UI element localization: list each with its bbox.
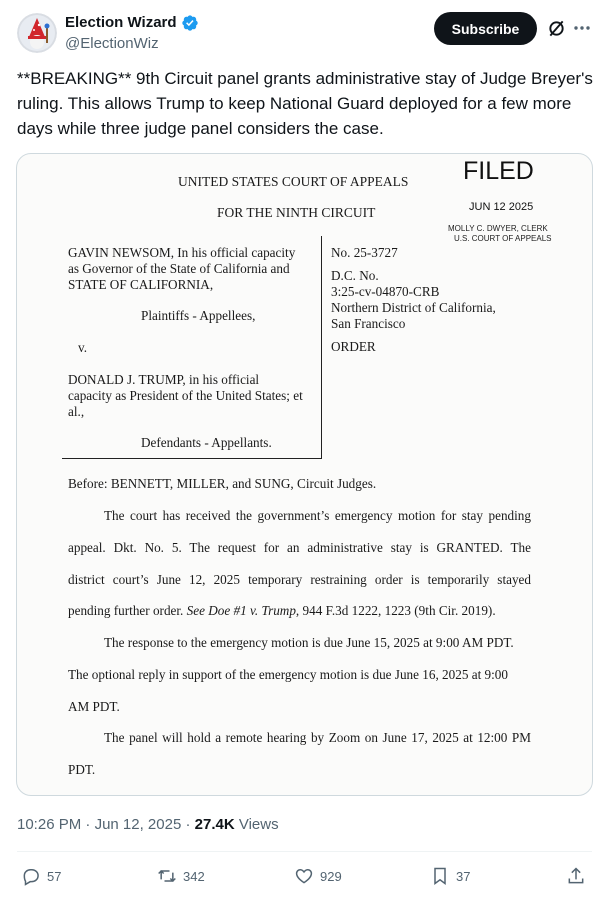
more-dots-icon[interactable] [572, 18, 592, 38]
clerk-court: U.S. COURT OF APPEALS [454, 234, 552, 243]
reply-button[interactable] [21, 864, 61, 888]
panel-judges: Before: BENNETT, MILLER, and SUNG, Circuit Judges. [68, 476, 377, 491]
views-label: Views [234, 816, 279, 833]
repost-count: 342 [183, 868, 205, 884]
para1-line4-text: pending further order. [68, 603, 187, 618]
filed-date: JUN 12 2025 [469, 201, 534, 213]
para3-line2: PDT. [68, 762, 96, 777]
avatar[interactable] [17, 13, 57, 53]
caption-defendant-line1: DONALD J. TRUMP, in his official [68, 372, 260, 387]
tweet-time[interactable]: 10:26 PM [17, 816, 82, 833]
like-count: 929 [320, 868, 342, 884]
para2-line1: The response to the emergency motion is due June 15, 2025 at 9:00 AM PDT. [104, 635, 514, 650]
bookmark-icon [430, 866, 450, 886]
share-icon [566, 866, 586, 886]
bookmark-count: 37 [456, 868, 471, 884]
share-button[interactable] [566, 864, 592, 888]
caption-defendant-role: Defendants - Appellants. [141, 435, 272, 450]
repost-icon [157, 866, 177, 886]
caption-plaintiff-line1: GAVIN NEWSOM, In his official capacity [68, 245, 296, 260]
filed-stamp: FILED [463, 157, 534, 185]
tweet-meta [17, 816, 279, 833]
meta-separator: · [81, 816, 95, 833]
author-handle[interactable]: @ElectionWiz [65, 35, 159, 52]
para3-line1: The panel will hold a remote hearing by Zoom on June 17, 2025 at 12:00 PM [104, 730, 531, 745]
district-city: San Francisco [331, 316, 406, 331]
heart-icon [294, 866, 314, 886]
subscribe-button[interactable]: Subscribe [434, 12, 537, 45]
caption-plaintiff-line3: STATE OF CALIFORNIA, [68, 277, 214, 292]
para2-line3: AM PDT. [68, 699, 120, 714]
case-citation: See Doe #1 v. Trump [186, 603, 296, 618]
like-button[interactable] [294, 864, 342, 888]
district-name: Northern District of California, [331, 300, 496, 315]
wizard-avatar-icon [17, 13, 57, 53]
court-order-image[interactable] [16, 153, 593, 796]
tweet-date[interactable]: Jun 12, 2025 [94, 816, 182, 833]
caption-defendant-line2: capacity as President of the United States; et [68, 388, 303, 403]
dc-number-label: D.C. No. [331, 268, 379, 283]
para1-line2: appeal. Dkt. No. 5. The request for an administrative stay is GRANTED. The [68, 540, 531, 555]
dc-number: 3:25-cv-04870-CRB [331, 284, 440, 299]
clerk-name: MOLLY C. DWYER, CLERK [448, 224, 548, 233]
para1-line4-cite: , 944 F.3d 1222, 1223 (9th Cir. 2019). [295, 603, 496, 618]
meta-separator-2: · [181, 816, 195, 833]
para1-line1: The court has received the government’s emergency motion for stay pending [104, 508, 531, 523]
caption-versus: v. [78, 340, 88, 355]
caption-plaintiff-line2: as Governor of the State of California and [68, 261, 290, 276]
para1-line3: district court’s June 12, 2025 temporary restraining order is temporarily stayed [68, 572, 531, 587]
reply-icon [21, 866, 41, 886]
bookmark-button[interactable] [430, 864, 470, 888]
views-count: 27.4K [194, 816, 235, 833]
para2-line2: The optional reply in support of the emergency motion is due June 16, 2025 at 9:00 [68, 667, 508, 682]
reply-count: 57 [47, 868, 62, 884]
case-number: No. 25-3727 [331, 245, 398, 260]
court-name: UNITED STATES COURT OF APPEALS [178, 174, 409, 189]
author-name[interactable]: Election Wizard [65, 14, 177, 31]
caption-defendant-line3: al., [68, 404, 85, 419]
repost-button[interactable] [157, 864, 205, 888]
caption-plaintiff-role: Plaintiffs - Appellees, [141, 308, 256, 323]
order-title: ORDER [331, 339, 376, 354]
para1-line4 [68, 603, 496, 619]
verified-badge-icon [181, 14, 199, 32]
tweet-text: **BREAKING** 9th Circuit panel grants administrative stay of Judge Breyer's ruling. This allows Trump to keep National Guard deployed for a few more days while three judge panel considers the case. [17, 69, 593, 138]
grok-slash-icon[interactable] [547, 19, 566, 38]
divider [17, 851, 592, 852]
court-circuit: FOR THE NINTH CIRCUIT [217, 205, 376, 220]
